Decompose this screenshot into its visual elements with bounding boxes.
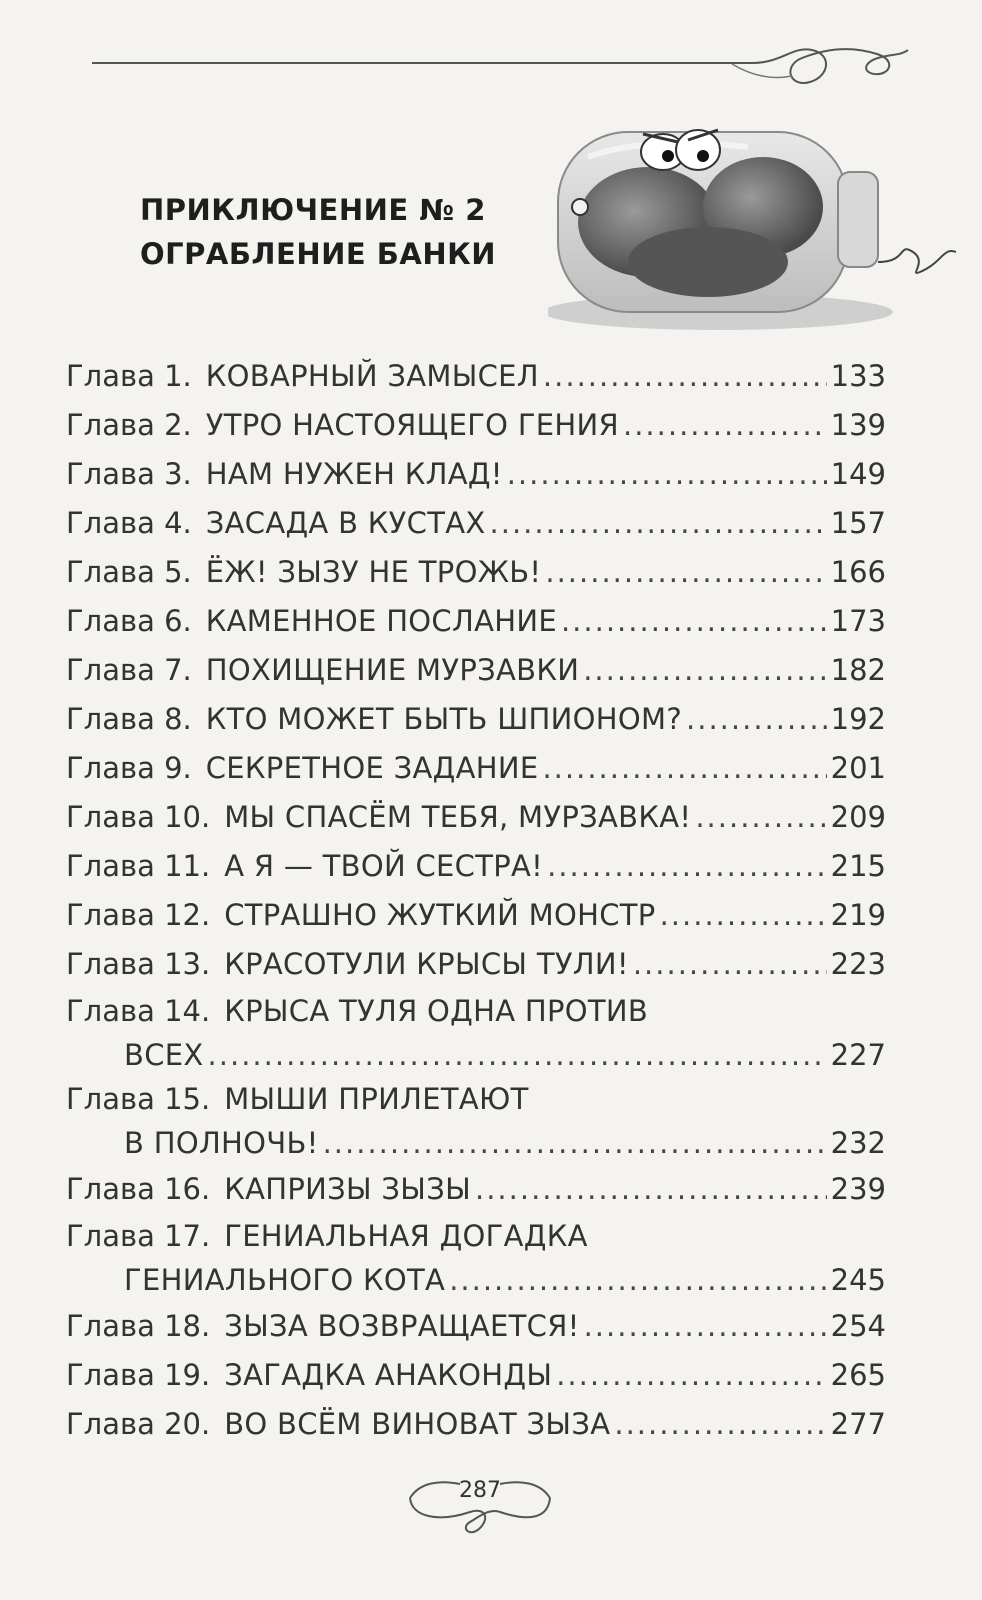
toc-entry-12[interactable] bbox=[66, 891, 886, 940]
chapter-label: Глава 16. bbox=[66, 1172, 211, 1206]
chapter-title: ЗЫЗА ВОЗВРАЩАЕТСЯ! bbox=[224, 1309, 580, 1343]
leader-dots bbox=[614, 1400, 826, 1449]
chapter-title-continued: ВСЕХ bbox=[124, 1038, 204, 1072]
page-number: 219 bbox=[830, 898, 886, 932]
page-footer bbox=[400, 1478, 560, 1578]
page-number: 239 bbox=[830, 1172, 886, 1206]
chapter-title: КТО МОЖЕТ БЫТЬ ШПИОНОМ? bbox=[205, 702, 683, 736]
page-number: 223 bbox=[830, 947, 886, 981]
chapter-title: ВО ВСЁМ ВИНОВАТ ЗЫЗА bbox=[224, 1407, 611, 1441]
chapter-title: ЗАГАДКА АНАКОНДЫ bbox=[224, 1358, 553, 1392]
page-number: 215 bbox=[830, 849, 886, 883]
leader-dots bbox=[323, 1121, 827, 1165]
table-of-contents bbox=[66, 352, 886, 1449]
chapter-title: ГЕНИАЛЬНАЯ ДОГАДКА bbox=[224, 1219, 588, 1253]
toc-entry-17[interactable] bbox=[66, 1214, 886, 1302]
toc-entry-18[interactable] bbox=[66, 1302, 886, 1351]
leader-dots bbox=[561, 597, 827, 646]
chapter-label: Глава 19. bbox=[66, 1358, 211, 1392]
chapter-title: КРАСОТУЛИ КРЫСЫ ТУЛИ! bbox=[224, 947, 629, 981]
toc-entry-11[interactable] bbox=[66, 842, 886, 891]
section-heading bbox=[140, 188, 560, 276]
page-number: 166 bbox=[830, 555, 886, 589]
leader-dots bbox=[584, 1302, 827, 1351]
toc-entry-9[interactable] bbox=[66, 744, 886, 793]
chapter-title: МЫ СПАСЁМ ТЕБЯ, МУРЗАВКА! bbox=[224, 800, 692, 834]
leader-dots bbox=[660, 891, 827, 940]
chapter-label: Глава 18. bbox=[66, 1309, 211, 1343]
toc-entry-19[interactable] bbox=[66, 1351, 886, 1400]
page-number: 157 bbox=[830, 506, 886, 540]
chapter-label: Глава 9. bbox=[66, 751, 192, 785]
toc-entry-13[interactable] bbox=[66, 940, 886, 989]
flourish-ornament-icon bbox=[712, 36, 912, 106]
page-number: 192 bbox=[830, 702, 886, 736]
chapter-label: Глава 8. bbox=[66, 702, 192, 736]
page-number: 232 bbox=[830, 1126, 886, 1160]
toc-entry-10[interactable] bbox=[66, 793, 886, 842]
leader-dots bbox=[556, 1351, 826, 1400]
chapter-title: КРЫСА ТУЛЯ ОДНА ПРОТИВ bbox=[224, 994, 649, 1028]
page-number: 245 bbox=[830, 1263, 886, 1297]
chapter-label: Глава 20. bbox=[66, 1407, 211, 1441]
page-number: 265 bbox=[830, 1358, 886, 1392]
leader-dots bbox=[545, 548, 826, 597]
chapter-label: Глава 14. bbox=[66, 994, 211, 1028]
chapter-label: Глава 2. bbox=[66, 408, 192, 442]
toc-entry-8[interactable] bbox=[66, 695, 886, 744]
toc-entry-3[interactable] bbox=[66, 450, 886, 499]
leader-dots bbox=[686, 695, 827, 744]
page-number: 133 bbox=[830, 359, 886, 393]
chapter-title: ЗАСАДА В КУСТАХ bbox=[205, 506, 486, 540]
toc-entry-1[interactable] bbox=[66, 352, 886, 401]
chapter-title-continued: В ПОЛНОЧЬ! bbox=[124, 1126, 319, 1160]
chapter-label: Глава 11. bbox=[66, 849, 211, 883]
chapter-title: А Я — ТВОЙ СЕСТРА! bbox=[224, 849, 544, 883]
top-rule bbox=[92, 62, 732, 64]
leader-dots bbox=[547, 842, 827, 891]
page-number: 277 bbox=[830, 1407, 886, 1441]
page-number: 182 bbox=[830, 653, 886, 687]
chapter-title: КАМЕННОЕ ПОСЛАНИЕ bbox=[205, 604, 557, 638]
page-number: 149 bbox=[830, 457, 886, 491]
chapter-title-continued: ГЕНИАЛЬНОГО КОТА bbox=[124, 1263, 446, 1297]
leader-dots bbox=[507, 450, 827, 499]
leader-dots bbox=[623, 401, 827, 450]
leader-dots bbox=[208, 1033, 827, 1077]
leader-dots bbox=[449, 1258, 826, 1302]
leader-dots bbox=[475, 1165, 827, 1214]
chapter-label: Глава 5. bbox=[66, 555, 192, 589]
toc-entry-6[interactable] bbox=[66, 597, 886, 646]
chapter-title: СЕКРЕТНОЕ ЗАДАНИЕ bbox=[205, 751, 539, 785]
toc-entry-14[interactable] bbox=[66, 989, 886, 1077]
heading-line-1: ПРИКЛЮЧЕНИЕ № 2 bbox=[140, 193, 486, 227]
leader-dots bbox=[543, 352, 827, 401]
chapter-title: МЫШИ ПРИЛЕТАЮТ bbox=[224, 1082, 529, 1116]
chapter-label: Глава 15. bbox=[66, 1082, 211, 1116]
chapter-label: Глава 12. bbox=[66, 898, 211, 932]
chapter-title: ЁЖ! ЗЫЗУ НЕ ТРОЖЬ! bbox=[205, 555, 542, 589]
page-number: 173 bbox=[830, 604, 886, 638]
chapter-label: Глава 4. bbox=[66, 506, 192, 540]
rat-in-jar-icon bbox=[548, 112, 958, 342]
chapter-title: КОВАРНЫЙ ЗАМЫСЕЛ bbox=[205, 359, 539, 393]
leader-dots bbox=[490, 499, 827, 548]
chapter-title: ПОХИЩЕНИЕ МУРЗАВКИ bbox=[205, 653, 580, 687]
toc-entry-15[interactable] bbox=[66, 1077, 886, 1165]
chapter-label: Глава 6. bbox=[66, 604, 192, 638]
page-number-footer: 287 bbox=[459, 1478, 501, 1503]
chapter-label: Глава 1. bbox=[66, 359, 192, 393]
chapter-title: НАМ НУЖЕН КЛАД! bbox=[205, 457, 503, 491]
chapter-title: УТРО НАСТОЯЩЕГО ГЕНИЯ bbox=[205, 408, 619, 442]
chapter-label: Глава 13. bbox=[66, 947, 211, 981]
leader-dots bbox=[583, 646, 826, 695]
chapter-label: Глава 7. bbox=[66, 653, 192, 687]
chapter-title: СТРАШНО ЖУТКИЙ МОНСТР bbox=[224, 898, 656, 932]
toc-entry-2[interactable] bbox=[66, 401, 886, 450]
toc-entry-20[interactable] bbox=[66, 1400, 886, 1449]
chapter-title: КАПРИЗЫ ЗЫЗЫ bbox=[224, 1172, 471, 1206]
page-number: 227 bbox=[830, 1038, 886, 1072]
chapter-label: Глава 17. bbox=[66, 1219, 211, 1253]
page-number: 254 bbox=[830, 1309, 886, 1343]
leader-dots bbox=[542, 744, 826, 793]
page-number: 209 bbox=[830, 800, 886, 834]
toc-entry-16[interactable] bbox=[66, 1165, 886, 1214]
toc-entry-7[interactable] bbox=[66, 646, 886, 695]
leader-dots bbox=[633, 940, 827, 989]
page-number: 201 bbox=[830, 751, 886, 785]
toc-entry-5[interactable] bbox=[66, 548, 886, 597]
toc-entry-4[interactable] bbox=[66, 499, 886, 548]
chapter-label: Глава 10. bbox=[66, 800, 211, 834]
heading-line-2: ОГРАБЛЕНИЕ БАНКИ bbox=[140, 237, 497, 271]
leader-dots bbox=[695, 793, 826, 842]
page-number: 139 bbox=[830, 408, 886, 442]
chapter-label: Глава 3. bbox=[66, 457, 192, 491]
